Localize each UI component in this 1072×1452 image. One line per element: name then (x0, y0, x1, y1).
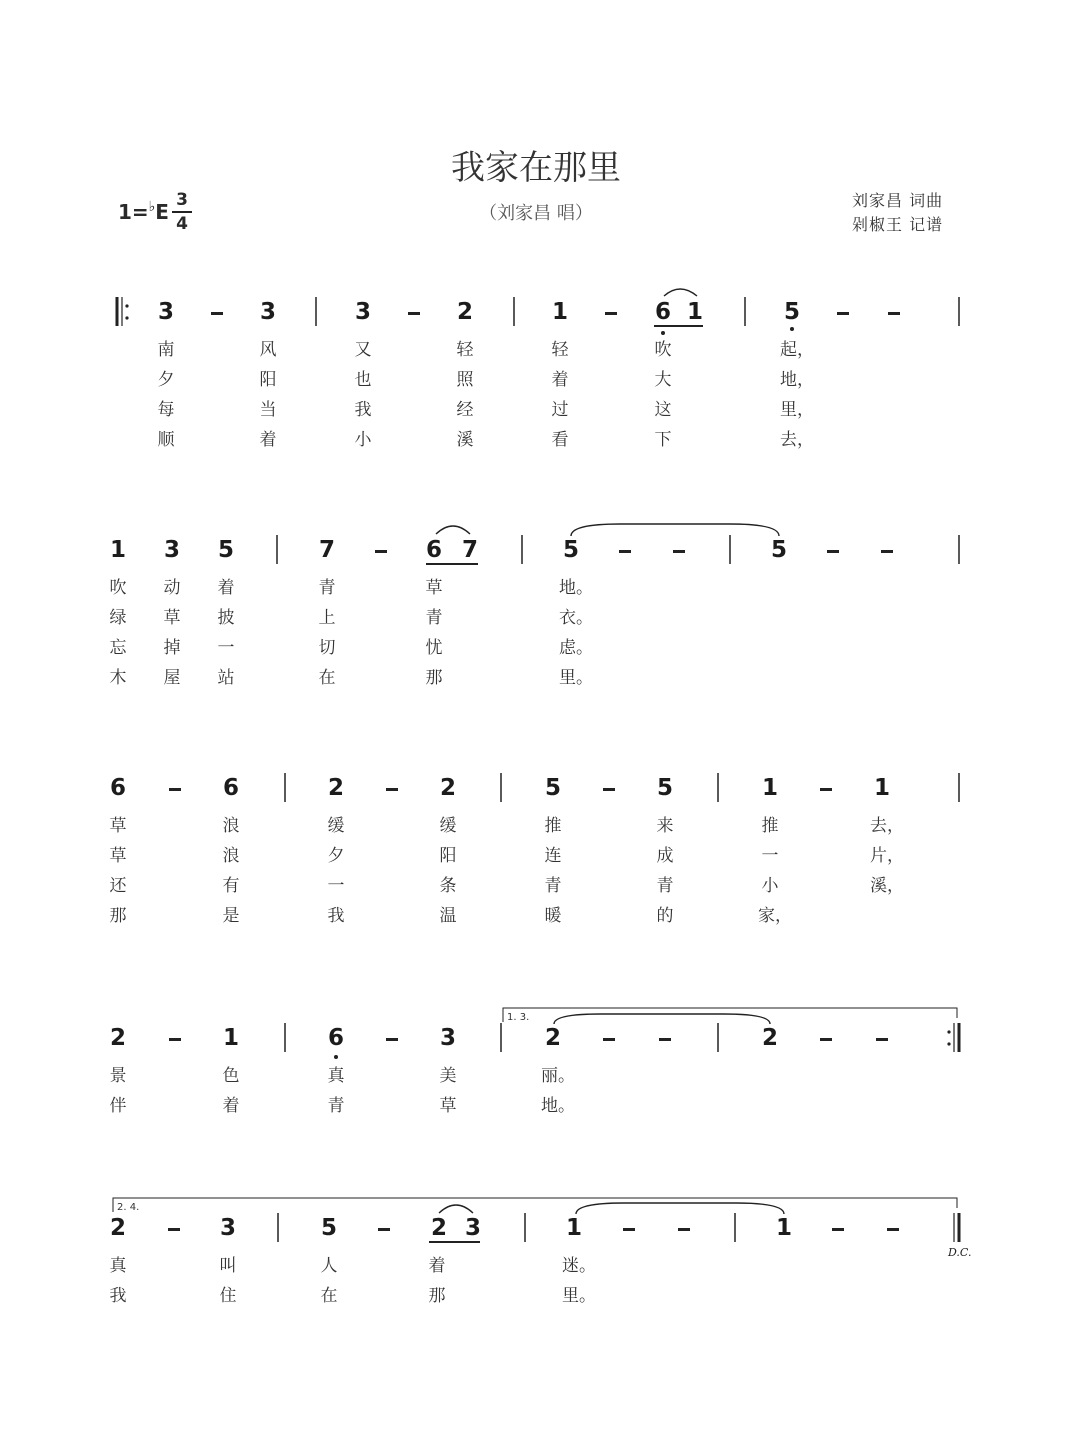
note: 7 (461, 537, 478, 563)
lyric-char: 着 (259, 430, 277, 450)
lyric-char: 迷。 (562, 1256, 596, 1276)
lyric-char: 绿 (109, 608, 127, 628)
note: 2 (109, 1215, 126, 1241)
lyric-char: 着 (222, 1096, 240, 1116)
hold-dash (605, 312, 617, 315)
lyric-char: 青 (327, 1096, 345, 1116)
note: 1 (686, 299, 703, 325)
lyric-char: 那 (428, 1286, 446, 1306)
hold-dash (211, 312, 223, 315)
lyric-char: 推 (761, 816, 779, 836)
lyric-char: 浪 (222, 816, 240, 836)
lyric-char: 温 (439, 906, 457, 926)
lyric-char: 去， (870, 816, 904, 836)
slur (436, 526, 470, 534)
lyric-char: 看 (551, 430, 569, 450)
note: 6 (425, 537, 442, 563)
hold-dash (386, 788, 398, 791)
lyric-char: 着 (217, 578, 235, 598)
lyric-char: 风 (259, 340, 277, 360)
note: 2 (439, 775, 456, 801)
repeat-dot (125, 304, 128, 307)
note: 5 (656, 775, 673, 801)
note: 2 (430, 1215, 447, 1241)
lyric-char: 我 (354, 400, 372, 420)
lyric-char: 阳 (259, 370, 277, 390)
lyric-char: 那 (425, 668, 443, 688)
lyric-char: 住 (219, 1286, 237, 1306)
low-dot (661, 331, 665, 335)
lyric-char: 吹 (109, 578, 127, 598)
tie (571, 524, 779, 536)
lyric-char: 的 (656, 906, 674, 926)
lyric-char: 南 (157, 340, 175, 360)
hold-dash (623, 1228, 635, 1231)
note: 2 (327, 775, 344, 801)
meter-bottom: 4 (176, 214, 188, 234)
lyric-char: 屋 (163, 668, 181, 688)
lyric-char: 景 (109, 1066, 127, 1086)
repeat-dot (125, 316, 128, 319)
note: 5 (783, 299, 800, 325)
note: 1 (109, 537, 126, 563)
lyric-char: 下 (654, 430, 672, 450)
song-title: 我家在那里 (451, 148, 621, 188)
lyric-char: 过 (551, 400, 569, 420)
lyric-char: 缓 (327, 816, 345, 836)
lyric-char: 草 (109, 846, 127, 866)
lyric-char: 青 (656, 876, 674, 896)
lyric-char: 伴 (109, 1096, 127, 1116)
lyric-char: 青 (544, 876, 562, 896)
note: 5 (770, 537, 787, 563)
hold-dash (386, 1038, 398, 1041)
tie (576, 1203, 784, 1214)
lyric-char: 地。 (541, 1096, 575, 1116)
key-note: E (155, 200, 169, 224)
note: 5 (544, 775, 561, 801)
lyric-char: 又 (354, 340, 372, 360)
lyric-char: 也 (354, 370, 372, 390)
lyric-char: 轻 (456, 340, 474, 360)
note: 5 (320, 1215, 337, 1241)
hold-dash (378, 1228, 390, 1231)
lyric-char: 草 (439, 1096, 457, 1116)
lyric-char: 夕 (327, 846, 345, 866)
lyric-char: 美 (439, 1066, 457, 1086)
lyric-char: 去， (780, 430, 814, 450)
hold-dash (375, 550, 387, 553)
lyric-char: 站 (217, 668, 235, 688)
lyric-char: 大 (654, 370, 672, 390)
lyric-char: 当 (259, 400, 277, 420)
lyric-char: 里。 (562, 1286, 596, 1306)
hold-dash (678, 1228, 690, 1231)
hold-dash (876, 1038, 888, 1041)
ending-label-2: 2. 4. (117, 1202, 140, 1213)
note: 5 (217, 537, 234, 563)
lyric-char: 暖 (544, 906, 562, 926)
lyric-char: 忧 (425, 638, 443, 658)
hold-dash (673, 550, 685, 553)
lyric-char: 来 (656, 816, 674, 836)
hold-dash (827, 550, 839, 553)
lyric-char: 成 (656, 846, 674, 866)
lyric-char: 里， (780, 400, 814, 420)
note: 6 (327, 1025, 344, 1051)
hold-dash (659, 1038, 671, 1041)
lyric-char: 一 (761, 846, 779, 866)
lyric-char: 吹 (654, 340, 672, 360)
note: 2 (109, 1025, 126, 1051)
lyric-char: 草 (425, 578, 443, 598)
lyric-char: 里。 (559, 668, 593, 688)
lyric-char: 丽。 (541, 1066, 575, 1086)
lyric-char: 这 (654, 400, 672, 420)
note: 3 (259, 299, 276, 325)
lyric-char: 小 (761, 876, 779, 896)
lyric-char: 溪， (870, 876, 904, 896)
lyric-char: 连 (544, 846, 562, 866)
lyric-char: 家， (758, 906, 792, 926)
hold-dash (168, 1228, 180, 1231)
lyric-char: 片， (870, 846, 904, 866)
hold-dash (881, 550, 893, 553)
note: 3 (354, 299, 371, 325)
note: 3 (439, 1025, 456, 1051)
lyric-char: 着 (551, 370, 569, 390)
low-dot (790, 327, 794, 331)
hold-dash (603, 788, 615, 791)
credit-notation: 剁椒王 记谱 (852, 215, 944, 234)
lyric-char: 切 (318, 638, 336, 658)
lyric-char: 起， (780, 340, 814, 360)
lyric-char: 我 (327, 906, 345, 926)
lyric-char: 经 (456, 400, 474, 420)
note: 2 (761, 1025, 778, 1051)
note: 3 (163, 537, 180, 563)
note: 5 (562, 537, 579, 563)
lyric-char: 草 (163, 608, 181, 628)
lyric-char: 木 (109, 668, 127, 688)
volta-bracket-2 (113, 1198, 957, 1212)
note: 1 (551, 299, 568, 325)
lyric-char: 叫 (219, 1256, 237, 1276)
lyric-char: 动 (163, 578, 181, 598)
lyric-char: 照 (456, 370, 474, 390)
note: 3 (464, 1215, 481, 1241)
lyric-char: 青 (318, 578, 336, 598)
note: 2 (456, 299, 473, 325)
key-flat: ♭ (148, 199, 156, 215)
lyric-char: 地， (780, 370, 814, 390)
note: 3 (219, 1215, 236, 1241)
hold-dash (619, 550, 631, 553)
note: 1 (873, 775, 890, 801)
lyric-char: 溪 (456, 430, 474, 450)
hold-dash (408, 312, 420, 315)
lyric-char: 披 (217, 608, 235, 628)
lyric-char: 推 (544, 816, 562, 836)
hold-dash (888, 312, 900, 315)
lyric-char: 色 (222, 1066, 240, 1086)
key-prefix: 1= (118, 200, 149, 224)
note: 1 (761, 775, 778, 801)
lyric-char: 轻 (551, 340, 569, 360)
lyric-char: 虑。 (559, 638, 593, 658)
lyric-char: 有 (222, 876, 240, 896)
note: 2 (544, 1025, 561, 1051)
repeat-dot (947, 1042, 950, 1045)
lyric-char: 阳 (439, 846, 457, 866)
slur (439, 1205, 473, 1213)
dc-mark: D.C. (948, 1246, 972, 1259)
lyric-char: 小 (354, 430, 372, 450)
credit-lyrics: 刘家昌 词曲 (852, 191, 944, 210)
singer-line: （刘家昌 唱） (479, 203, 593, 224)
note: 1 (222, 1025, 239, 1051)
lyric-char: 青 (425, 608, 443, 628)
lyric-char: 夕 (157, 370, 175, 390)
note: 6 (222, 775, 239, 801)
note: 3 (157, 299, 174, 325)
ending-label-1: 1. 3. (507, 1012, 530, 1023)
note: 6 (109, 775, 126, 801)
slur (664, 289, 697, 296)
lyric-char: 人 (320, 1256, 338, 1276)
lyric-char: 上 (318, 608, 336, 628)
note: 1 (565, 1215, 582, 1241)
lyric-char: 每 (157, 400, 175, 420)
note: 7 (318, 537, 335, 563)
meter-top: 3 (176, 190, 188, 210)
hold-dash (169, 1038, 181, 1041)
lyric-char: 衣。 (559, 608, 593, 628)
hold-dash (887, 1228, 899, 1231)
repeat-dot (947, 1030, 950, 1033)
lyric-char: 忘 (109, 638, 127, 658)
note: 6 (654, 299, 671, 325)
hold-dash (832, 1228, 844, 1231)
lyric-char: 地。 (559, 578, 593, 598)
lyric-char: 那 (109, 906, 127, 926)
hold-dash (820, 788, 832, 791)
lyric-char: 草 (109, 816, 127, 836)
low-dot (334, 1055, 338, 1059)
lyric-char: 着 (428, 1256, 446, 1276)
lyric-char: 还 (109, 876, 127, 896)
hold-dash (820, 1038, 832, 1041)
lyric-char: 一 (327, 876, 345, 896)
lyric-char: 我 (109, 1286, 127, 1306)
lyric-char: 在 (320, 1286, 338, 1306)
lyric-char: 顺 (157, 430, 175, 450)
lyric-char: 真 (109, 1256, 127, 1276)
hold-dash (169, 788, 181, 791)
hold-dash (603, 1038, 615, 1041)
lyric-char: 掉 (163, 638, 181, 658)
lyric-char: 真 (327, 1066, 345, 1086)
lyric-char: 是 (222, 906, 240, 926)
lyric-char: 条 (439, 876, 457, 896)
note: 1 (775, 1215, 792, 1241)
hold-dash (837, 312, 849, 315)
tie (554, 1014, 770, 1024)
lyric-char: 一 (217, 638, 235, 658)
lyric-char: 浪 (222, 846, 240, 866)
lyric-char: 在 (318, 668, 336, 688)
lyric-char: 缓 (439, 816, 457, 836)
